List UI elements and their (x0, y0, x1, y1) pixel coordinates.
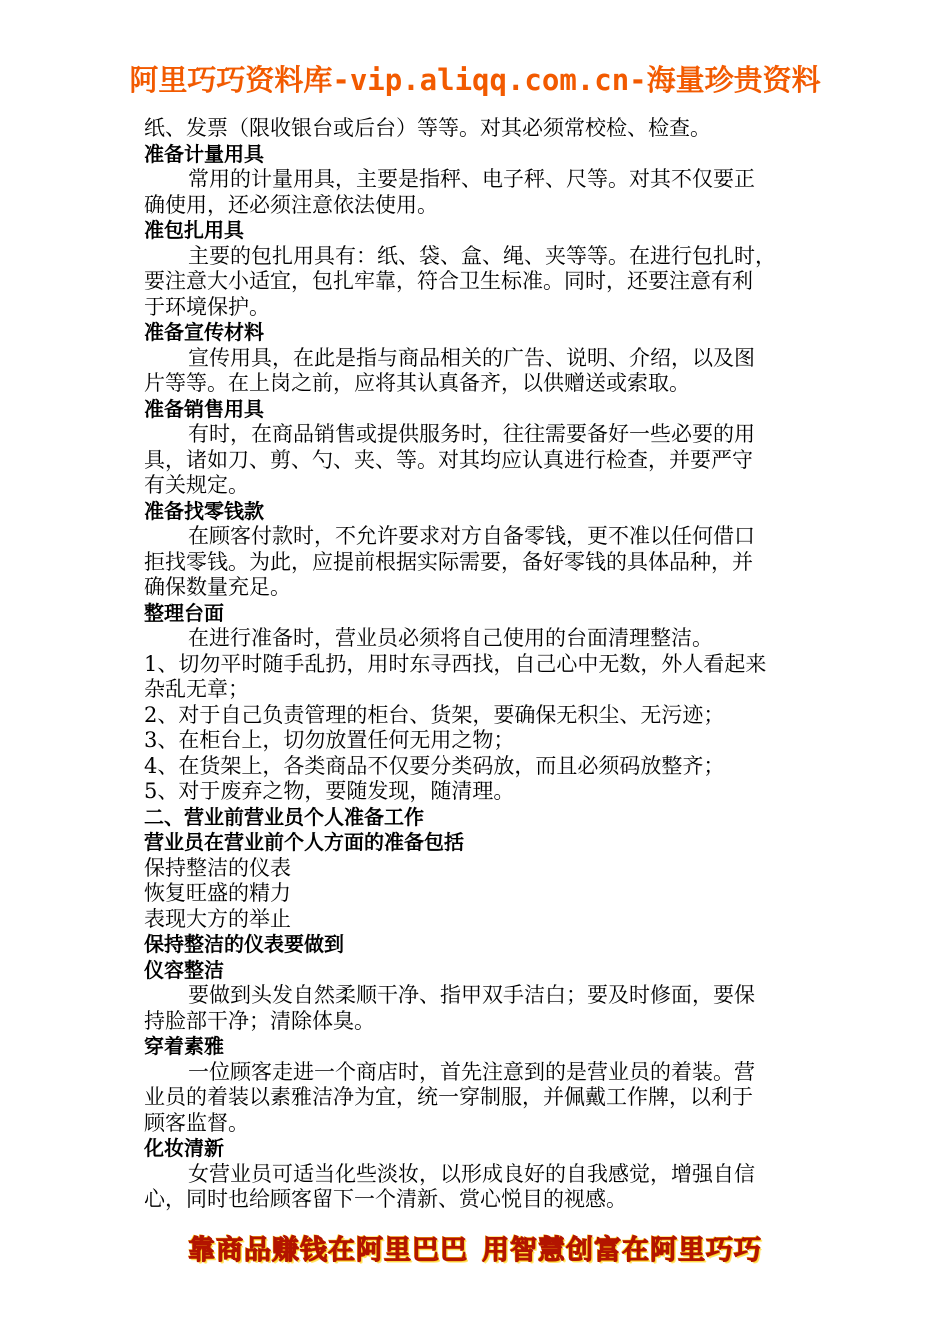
paragraph-line: 表现大方的举止 (144, 906, 291, 931)
paragraph-line: 常用的计量用具，主要是指秤、电子秤、尺等。对其不仅要正 (188, 167, 755, 191)
footer-slogan-left: 靠商品赚钱在阿里巴巴 (188, 1235, 468, 1266)
paragraph-line: 具，诸如刀、剪、勺、夹、等。对其均应认真进行检查，并要严守 (144, 447, 753, 472)
paragraph-line: 确保数量充足。 (144, 575, 291, 599)
footer-slogan (0, 1228, 950, 1267)
paragraph-line: 持脸部干净；清除体臭。 (144, 1008, 375, 1033)
document-body (144, 116, 810, 1213)
paragraph-line: 片等等。在上岗之前，应将其认真备齐，以供赠送或索取。 (144, 371, 690, 395)
footer-slogan-right: 用智慧创富在阿里巧巧 (482, 1235, 762, 1266)
paragraph-line: 2、对于自己负责管理的柜台、货架，要确保无积尘、无污迹； (144, 702, 725, 727)
section-heading: 准备宣传材料 (144, 320, 264, 344)
section-heading: 准备计量用具 (144, 141, 264, 166)
paragraph-line: 3、在柜台上，切勿放置任何无用之物； (144, 728, 515, 752)
paragraph-line: 5、对于废弃之物，要随发现，随清理。 (144, 779, 515, 803)
paragraph-line: 在顾客付款时，不允许要求对方自备零钱，更不准以任何借口 (188, 524, 755, 548)
paragraph-line: 1、切勿平时随手乱扔，用时东寻西找，自己心中无数，外人看起来 (144, 651, 767, 676)
paragraph-line: 顾客监督。 (144, 1110, 249, 1135)
paragraph-line: 要注意大小适宜，包扎牢靠，符合卫生标准。同时，还要注意有利 (144, 269, 753, 293)
section-heading: 营业员在营业前个人方面的准备包括 (144, 830, 464, 854)
paragraph-line: 有关规定。 (144, 473, 249, 497)
section-heading: 整理台面 (144, 600, 224, 625)
paragraph-line: 4、在货架上，各类商品不仅要分类码放，而且必须码放整齐； (144, 753, 725, 778)
paragraph-line: 业员的着装以素雅洁净为宜，统一穿制服，并佩戴工作牌，以利于 (144, 1085, 753, 1109)
paragraph-line: 恢复旺盛的精力 (144, 881, 291, 905)
paragraph-line: 纸、发票（限收银台或后台）等等。对其必须常校检、检查。 (144, 116, 711, 140)
paragraph-line: 心，同时也给顾客留下一个清新、赏心悦目的视感。 (144, 1187, 627, 1211)
paragraph-line: 女营业员可适当化些淡妆，以形成良好的自我感觉，增强自信 (188, 1161, 755, 1186)
paragraph-line: 在进行准备时，营业员必须将自己使用的台面清理整洁。 (188, 626, 713, 650)
paragraph-line: 于环境保护。 (144, 294, 270, 319)
section-heading: 仪容整洁 (144, 957, 224, 982)
paragraph-line: 杂乱无章； (144, 677, 249, 701)
section-heading: 准备找零钱款 (144, 498, 264, 523)
paragraph-line: 宣传用具，在此是指与商品相关的广告、说明、介绍，以及图 (188, 345, 755, 370)
section-heading: 二、营业前营业员个人准备工作 (144, 804, 424, 829)
section-heading: 准备销售用具 (144, 396, 264, 421)
paragraph-line: 要做到头发自然柔顺干净、指甲双手洁白；要及时修面，要保 (188, 983, 755, 1007)
paragraph-line: 保持整洁的仪表 (144, 855, 291, 880)
paragraph-line: 主要的包扎用具有：纸、袋、盒、绳、夹等等。在进行包扎时， (188, 243, 776, 268)
paragraph-line: 有时，在商品销售或提供服务时，往往需要备好一些必要的用 (188, 422, 755, 446)
header-banner: 阿里巧巧资料库-vip.aliqq.com.cn-海量珍贵资料 (129, 63, 821, 97)
section-heading: 化妆清新 (144, 1136, 224, 1160)
section-heading: 准包扎用具 (144, 218, 244, 242)
paragraph-line: 拒找零钱。为此，应提前根据实际需要，备好零钱的具体品种，并 (144, 549, 753, 574)
section-heading: 穿着素雅 (144, 1034, 224, 1058)
section-heading: 保持整洁的仪表要做到 (144, 932, 344, 956)
paragraph-line: 一位顾客走进一个商店时，首先注意到的是营业员的着装。营 (188, 1059, 755, 1084)
paragraph-line: 确使用，还必须注意依法使用。 (144, 192, 438, 217)
